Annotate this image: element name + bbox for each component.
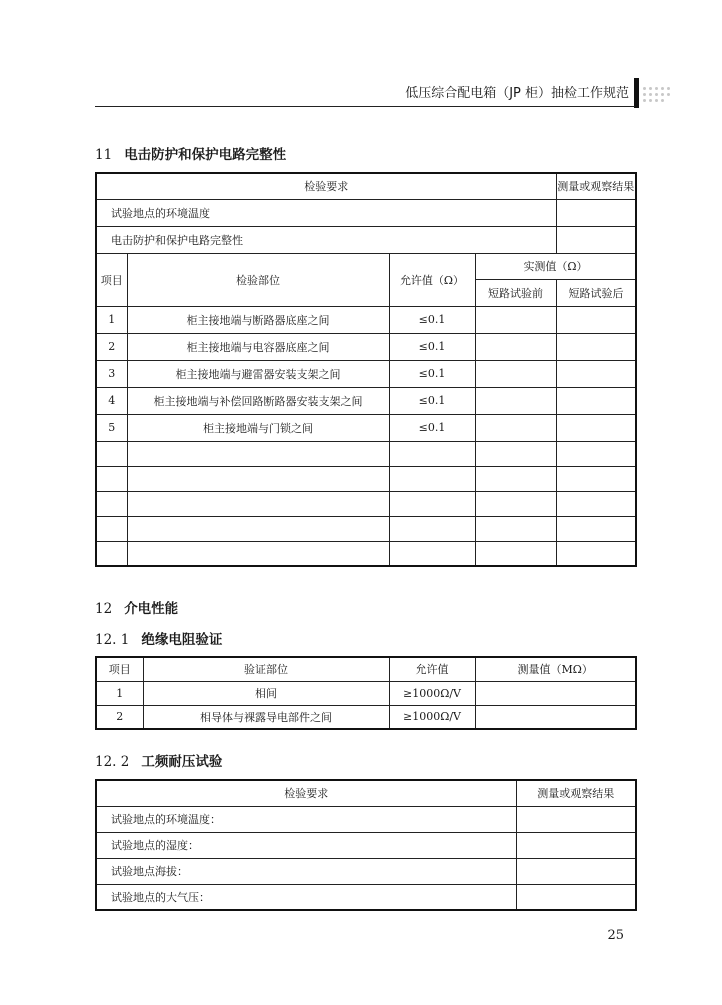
header-dots-decoration <box>643 87 673 107</box>
table-row <box>96 360 636 387</box>
col-part: 检验部位 <box>127 253 389 306</box>
table-row <box>96 806 636 832</box>
table-row <box>96 832 636 858</box>
page-number: 25 <box>607 928 624 943</box>
table-row <box>96 681 636 705</box>
result-cell <box>556 199 636 226</box>
table-row <box>96 705 636 729</box>
protection-circuit-table <box>95 172 637 567</box>
header-requirement: 检验要求 <box>96 173 556 199</box>
row-measured <box>475 705 636 729</box>
row-after <box>556 333 636 360</box>
table-row <box>96 884 636 910</box>
requirement-row: 试验地点的环境温度 <box>96 199 556 226</box>
row-allowed: ≤0.1 <box>389 333 475 360</box>
table-row-empty <box>96 441 636 466</box>
row-part: 柜主接地端与门锁之间 <box>127 414 389 441</box>
section-number: 12. 2 <box>95 754 130 770</box>
requirement-row: 电击防护和保护电路完整性 <box>96 226 556 253</box>
section-number: 11 <box>95 147 113 163</box>
section-12-1-heading <box>95 628 222 648</box>
header-rule <box>95 106 635 107</box>
table-row <box>96 414 636 441</box>
row-item: 3 <box>96 360 127 387</box>
insulation-resistance-table <box>95 656 637 730</box>
row-allowed: ≤0.1 <box>389 360 475 387</box>
header-requirement: 检验要求 <box>96 780 516 806</box>
requirement-row: 试验地点海拔： <box>96 858 516 884</box>
section-12-heading <box>95 597 178 617</box>
table-row-empty <box>96 541 636 566</box>
section-title: 电击防护和保护电路完整性 <box>124 147 287 163</box>
row-part: 柜主接地端与避雷器安装支架之间 <box>127 360 389 387</box>
col-allowed: 允许值 <box>389 657 475 681</box>
section-title: 绝缘电阻验证 <box>141 632 223 648</box>
col-before-short-circuit: 短路试验前 <box>475 279 556 306</box>
row-after <box>556 414 636 441</box>
power-frequency-withstand-table <box>95 779 637 911</box>
table-row <box>96 387 636 414</box>
requirement-row: 试验地点的湿度： <box>96 832 516 858</box>
requirement-row: 试验地点的环境温度： <box>96 806 516 832</box>
row-item: 1 <box>96 306 127 333</box>
row-part: 相导体与裸露导电部件之间 <box>143 705 389 729</box>
section-12-2-heading <box>95 750 222 770</box>
row-item: 4 <box>96 387 127 414</box>
header-result: 测量或观察结果 <box>516 780 636 806</box>
row-item: 1 <box>96 681 143 705</box>
row-before <box>475 306 556 333</box>
row-after <box>556 360 636 387</box>
col-part: 验证部位 <box>143 657 389 681</box>
row-allowed: ≤0.1 <box>389 306 475 333</box>
col-measured: 测量值（MΩ） <box>475 657 636 681</box>
result-cell <box>556 226 636 253</box>
row-allowed: ≥1000Ω/V <box>389 681 475 705</box>
row-part: 柜主接地端与电容器底座之间 <box>127 333 389 360</box>
row-before <box>475 414 556 441</box>
row-item: 2 <box>96 333 127 360</box>
row-allowed: ≤0.1 <box>389 387 475 414</box>
row-item: 5 <box>96 414 127 441</box>
row-part: 柜主接地端与补偿回路断路器安装支架之间 <box>127 387 389 414</box>
col-item: 项目 <box>96 253 127 306</box>
row-before <box>475 360 556 387</box>
table-row <box>96 333 636 360</box>
table-row-empty <box>96 466 636 491</box>
row-after <box>556 387 636 414</box>
row-allowed: ≤0.1 <box>389 414 475 441</box>
table-row-empty <box>96 491 636 516</box>
running-header-title: 低压综合配电箱（JP 柜）抽检工作规范 <box>405 86 629 101</box>
col-item: 项目 <box>96 657 143 681</box>
table-row <box>96 306 636 333</box>
result-cell <box>516 884 636 910</box>
header-result: 测量或观察结果 <box>556 173 636 199</box>
row-part: 相间 <box>143 681 389 705</box>
row-item: 2 <box>96 705 143 729</box>
result-cell <box>516 832 636 858</box>
section-title: 工频耐压试验 <box>141 754 223 770</box>
result-cell <box>516 858 636 884</box>
col-allowed: 允许值（Ω） <box>389 253 475 306</box>
table-row-empty <box>96 516 636 541</box>
col-measured: 实测值（Ω） <box>475 253 636 279</box>
section-11-heading <box>95 143 286 163</box>
row-before <box>475 333 556 360</box>
table-row <box>96 858 636 884</box>
row-part: 柜主接地端与断路器底座之间 <box>127 306 389 333</box>
section-number: 12 <box>95 601 113 617</box>
row-allowed: ≥1000Ω/V <box>389 705 475 729</box>
header-bar-mark <box>634 78 639 108</box>
section-number: 12. 1 <box>95 632 130 648</box>
col-after-short-circuit: 短路试验后 <box>556 279 636 306</box>
row-measured <box>475 681 636 705</box>
result-cell <box>516 806 636 832</box>
requirement-row: 试验地点的大气压： <box>96 884 516 910</box>
row-before <box>475 387 556 414</box>
row-after <box>556 306 636 333</box>
section-title: 介电性能 <box>124 601 179 617</box>
